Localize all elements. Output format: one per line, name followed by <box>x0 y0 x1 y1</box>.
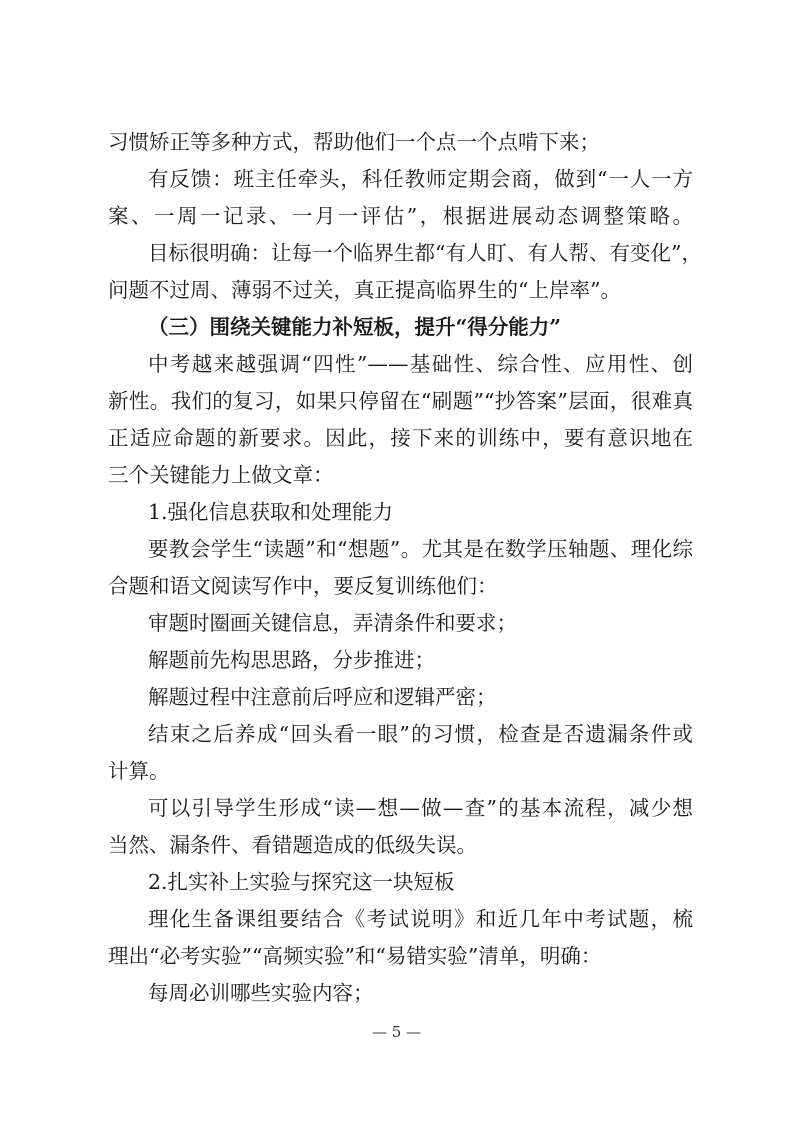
paragraph-line: 要教会学生“读题”和“想题”。尤其是在数学压轴题、理化综 <box>148 537 693 561</box>
paragraph-line: 新性。我们的复习，如果只停留在“刷题”“抄答案”层面，很难真 <box>108 389 693 413</box>
list-item: 解题前先构思思路，分步推进； <box>148 648 435 672</box>
subheading: 1.强化信息获取和处理能力 <box>148 500 394 524</box>
list-item: 结束之后养成“回头看一眼”的习惯，检查是否遗漏条件或 <box>148 722 693 746</box>
paragraph-line: 当然、漏条件、看错题造成的低级失误。 <box>108 833 477 857</box>
paragraph-line: 有反馈：班主任牵头，科任教师定期会商，做到“一人一方 <box>148 167 693 191</box>
paragraph-line: 正适应命题的新要求。因此，接下来的训练中，要有意识地在 <box>108 426 693 450</box>
paragraph-line: 理化生备课组要结合《考试说明》和近几年中考试题，梳 <box>148 907 693 931</box>
paragraph-line: 目标很明确：让每一个临界生都“有人盯、有人帮、有变化”， <box>148 241 702 265</box>
paragraph-line: 三个关键能力上做文章： <box>108 463 334 487</box>
list-item: 每周必训哪些实验内容； <box>148 981 374 1005</box>
list-item: 解题过程中注意前后呼应和逻辑严密； <box>148 685 497 709</box>
paragraph-line: 案、一周一记录、一月一评估”，根据进展动态调整策略。 <box>108 204 693 228</box>
page-number: — 5 — <box>371 1023 422 1041</box>
section-heading: （三）围绕关键能力补短板，提升“得分能力” <box>148 315 562 339</box>
subheading: 2.扎实补上实验与探究这一块短板 <box>148 870 455 894</box>
list-item: 审题时圈画关键信息，弄清条件和要求； <box>148 611 517 635</box>
paragraph-line: 中考越来越强调“四性”——基础性、综合性、应用性、创 <box>148 352 693 376</box>
paragraph-line: 合题和语文阅读写作中，要反复训练他们： <box>108 574 498 598</box>
paragraph-line: 理出“必考实验”“高频实验”和“易错实验”清单，明确： <box>108 944 602 968</box>
paragraph-line: 习惯矫正等多种方式，帮助他们一个点一个点啃下来； <box>108 130 600 154</box>
paragraph-line: 可以引导学生形成“读—想—做—查”的基本流程，减少想 <box>148 796 693 820</box>
paragraph-line: 计算。 <box>108 759 170 783</box>
paragraph-line: 问题不过周、薄弱不过关，真正提高临界生的“上岸率”。 <box>108 278 621 302</box>
